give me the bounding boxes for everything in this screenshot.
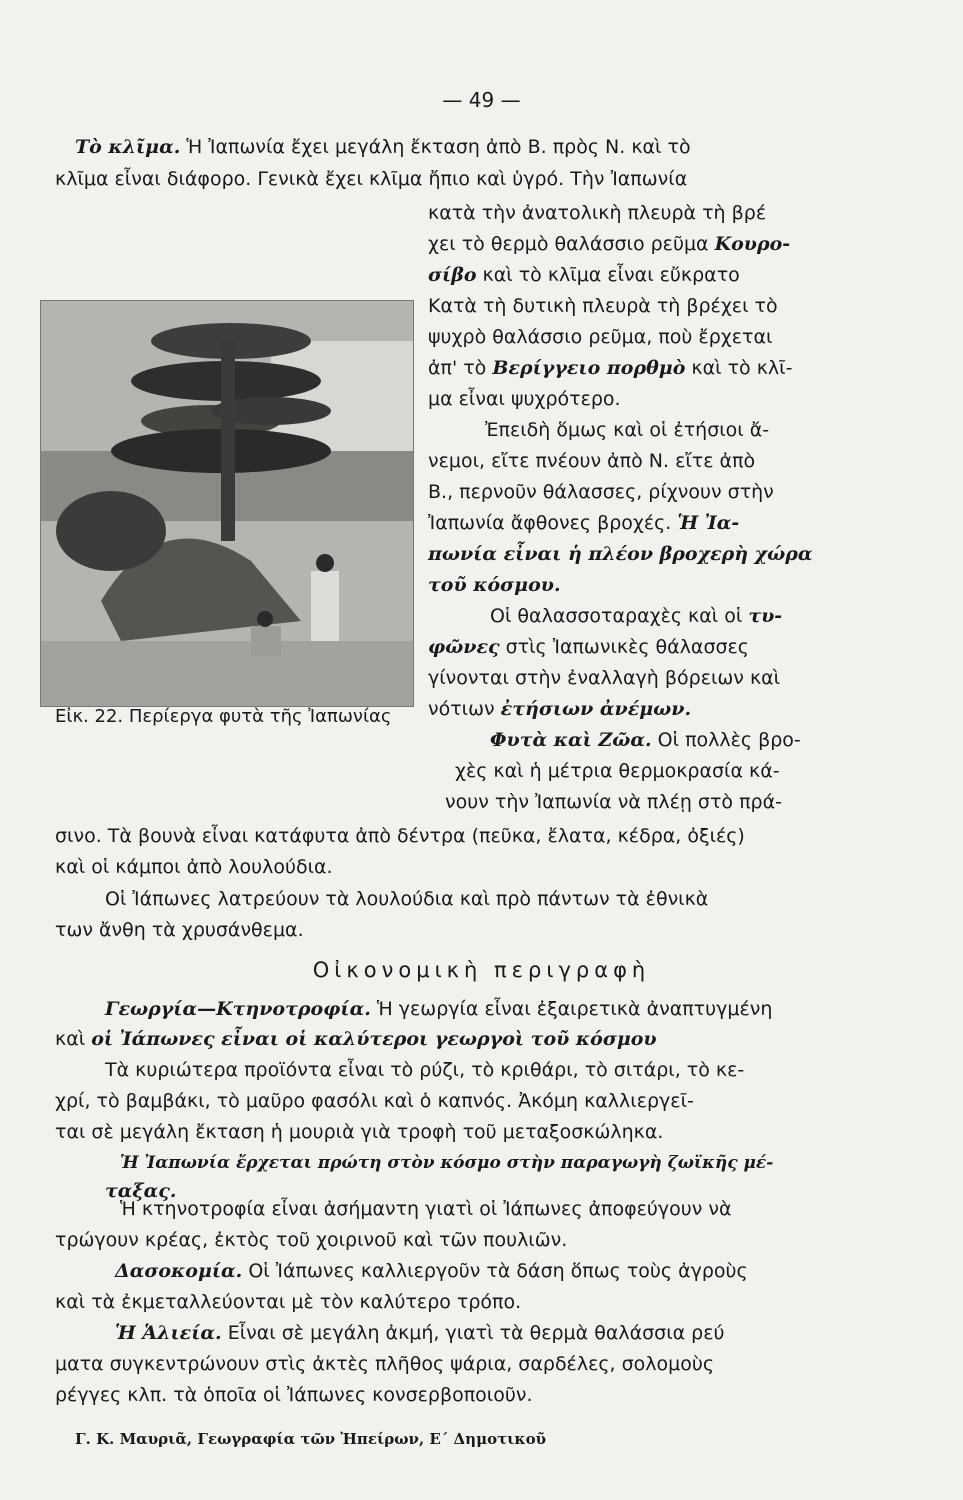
heading-alieia: Ἡ Ἁλιεία.	[115, 1322, 222, 1344]
section-title: Οἰκονομικὴ περιγραφὴ	[312, 958, 651, 982]
emphasis: Βερίγγειο πορθμὸ	[492, 357, 686, 379]
text-line: ρέγγες κλπ. τὰ ὁποῖα οἱ Ἰάπωνες κονσερβοποιοῦν.	[55, 1384, 533, 1406]
heading-georgia: Γεωργία—Κτηνοτροφία.	[105, 998, 371, 1020]
text-line: Τὰ κυριώτερα προϊόντα εἶναι τὸ ρύζι, τὸ κριθάρι, τὸ σιτάρι, τὸ κε-	[105, 1059, 745, 1081]
text: Οἱ πολλὲς βρο-	[651, 729, 801, 751]
text-line: Ἐπειδὴ ὅμως καὶ οἱ ἐτήσιοι ἄ-	[485, 419, 770, 441]
emphasis: ἐτήσιων ἀνέμων.	[500, 698, 692, 720]
text-line: τρώγουν κρέας, ἐκτὸς τοῦ χοιρινοῦ καὶ τῶν πουλιῶν.	[55, 1229, 568, 1251]
text-line	[428, 359, 792, 378]
text: χει τὸ θερμὸ θαλάσσιο ρεῦμα	[428, 233, 715, 255]
text-line: πωνία εἶναι ἡ πλέον βροχερὴ χώρα	[428, 543, 813, 565]
text-line	[55, 1030, 657, 1049]
text-line: γίνονται στὴν ἐναλλαγὴ βόρειων καὶ	[428, 667, 781, 689]
text: Ἡ Ἰαπωνία ἔχει μεγάλη ἔκταση ἀπὸ Β. πρὸς Ν. καὶ τὸ	[180, 136, 691, 158]
text-line: καὶ οἱ κάμποι ἀπὸ λουλούδια.	[55, 856, 333, 878]
text-line	[428, 700, 691, 719]
text-line: χὲς καὶ ἡ μέτρια θερμοκρασία κά-	[455, 760, 780, 782]
text: στὶς Ἰαπωνικὲς θάλασσες	[499, 636, 749, 658]
text: Οἱ θαλασσοταραχὲς καὶ οἱ	[490, 605, 749, 627]
text-line: κατὰ τὴν ἀνατολικὴ πλευρὰ τὴ βρέ	[428, 202, 767, 224]
emphasis: Ἡ Ἰα-	[677, 512, 740, 534]
emphasis: φῶνες	[428, 636, 500, 658]
text-line: τοῦ κόσμου.	[428, 574, 561, 596]
text-line: Ἡ Ἰαπωνία ἔρχεται πρώτη στὸν κόσμο στὴν παραγωγὴ ζωϊκῆς μέ-	[120, 1153, 774, 1173]
text-line: των ἄνθη τὰ χρυσάνθεμα.	[55, 919, 304, 941]
text-line: χρί, τὸ βαμβάκι, τὸ μαῦρο φασόλι καὶ ὁ καπνός. Ἀκόμη καλλιεργεῖ-	[55, 1090, 694, 1112]
text-line	[115, 1324, 725, 1343]
text-line: Ἡ κτηνοτροφία εἶναι ἀσήμαντη γιατὶ οἱ Ἰάπωνες ἀποφεύγουν νὰ	[120, 1198, 732, 1220]
text-line	[490, 731, 801, 750]
text-line: καὶ τὰ ἐκμεταλλεύονται μὲ τὸν καλύτερο τρόπο.	[55, 1291, 522, 1313]
emphasis: Κουρο-	[714, 233, 791, 255]
page-number: — 49 —	[442, 88, 521, 112]
text: καὶ	[55, 1028, 92, 1050]
text-line: ψυχρὸ θαλάσσιο ρεῦμα, ποὺ ἔρχεται	[428, 326, 773, 348]
text: νότιων	[428, 698, 501, 720]
emphasis: τυ-	[748, 605, 783, 627]
figure-photo	[40, 300, 414, 707]
text-line	[428, 638, 749, 657]
text: Οἱ Ἰάπωνες καλλιεργοῦν τὰ δάση ὅπως τοὺς ἀγροὺς	[242, 1260, 748, 1282]
text-line	[428, 514, 739, 533]
figure-caption: Εἰκ. 22. Περίεργα φυτὰ τῆς Ἰαπωνίας	[55, 706, 392, 727]
text-line: σινο. Τὰ βουνὰ εἶναι κατάφυτα ἀπὸ δέντρα (πεῦκα, ἔλατα, κέδρα, ὀξιές)	[55, 825, 745, 847]
text: Εἶναι σὲ μεγάλη ἀκμή, γιατὶ τὰ θερμὰ θαλάσσια ρεύ	[221, 1322, 725, 1344]
text-line: μα εἶναι ψυχρότερο.	[428, 388, 621, 410]
text: καὶ τὸ κλῖ-	[685, 357, 793, 379]
emphasis: οἱ Ἰάπωνες εἶναι οἱ καλύτεροι γεωργοὶ τοῦ κόσμου	[91, 1028, 657, 1050]
emphasis: σίβο	[428, 264, 477, 286]
text-line: Κατὰ τὴ δυτικὴ πλευρὰ τὴ βρέχει τὸ	[428, 295, 778, 317]
text-line: ται σὲ μεγάλη ἔκταση ἡ μουριὰ γιὰ τροφὴ τοῦ μεταξοσκώληκα.	[55, 1121, 664, 1143]
text-line: νουν τὴν Ἰαπωνία νὰ πλέῃ στὸ πρά-	[445, 791, 782, 813]
text-line: Β., περνοῦν θάλασσες, ρίχνουν στὴν	[428, 481, 774, 503]
heading-fyta: Φυτὰ καὶ Ζῶα.	[490, 729, 652, 751]
text-line	[75, 138, 691, 157]
text-line	[105, 1000, 772, 1019]
text: Ἰαπωνία ἄφθονες βροχές.	[428, 512, 678, 534]
book-footer: Γ. Κ. Μαυριᾶ, Γεωγραφία τῶν Ἠπείρων, Ε΄ Δημοτικοῦ	[75, 1430, 547, 1448]
text-line	[115, 1262, 748, 1281]
text: ἀπ' τὸ	[428, 357, 493, 379]
text-line: ταξας.	[105, 1180, 177, 1202]
text-line: Οἱ Ἰάπωνες λατρεύουν τὰ λουλούδια καὶ πρὸ πάντων τὰ ἐθνικὰ	[105, 888, 709, 910]
text-line: κλῖμα εἶναι διάφορο. Γενικὰ ἔχει κλῖμα ἤπιο καὶ ὑγρό. Τὴν Ἰαπωνία	[55, 168, 688, 190]
heading-klima: Τὸ κλῖμα.	[75, 136, 181, 158]
heading-dasokomia: Δασοκομία.	[115, 1260, 243, 1282]
text: Ἡ γεωργία εἶναι ἐξαιρετικὰ ἀναπτυγμένη	[370, 998, 773, 1020]
text-line	[490, 607, 782, 626]
text-line: νεμοι, εἴτε πνέουν ἀπὸ Ν. εἴτε ἀπὸ	[428, 450, 756, 472]
garden-photo-illustration	[41, 301, 413, 706]
text-line	[428, 266, 740, 285]
text-line: ματα συγκεντρώνουν στὶς ἀκτὲς πλῆθος ψάρια, σαρδέλες, σολομοὺς	[55, 1353, 714, 1375]
text-line	[428, 235, 790, 254]
text: καὶ τὸ κλῖμα εἶναι εὔκρατο	[476, 264, 740, 286]
